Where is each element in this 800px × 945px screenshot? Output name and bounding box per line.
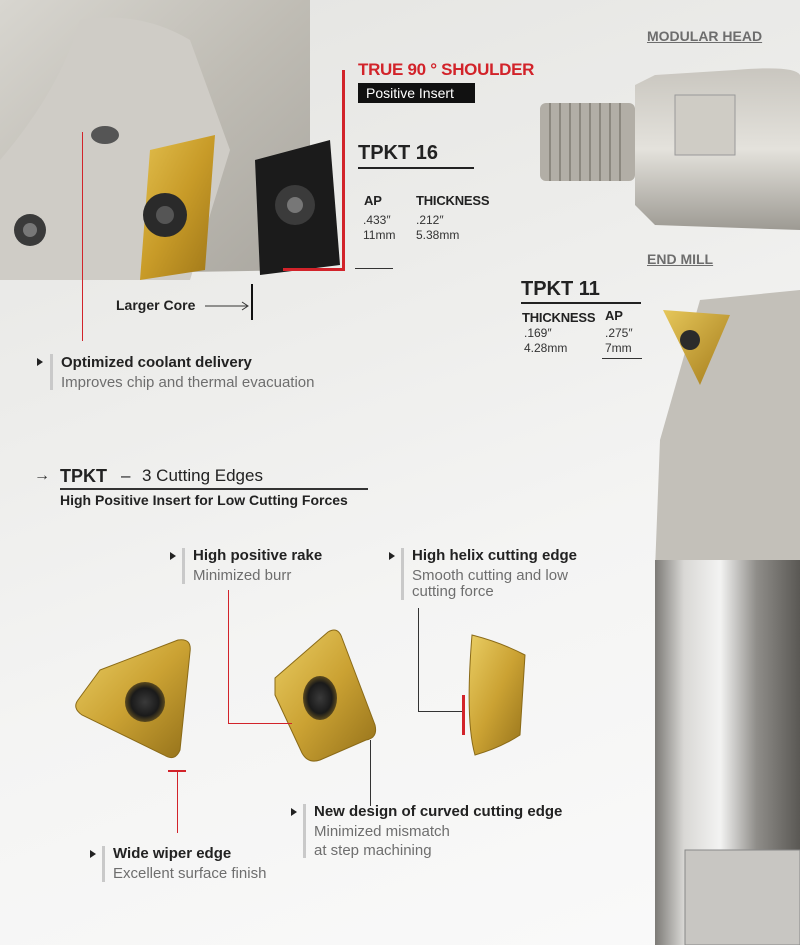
tpkt11-underline [521, 302, 641, 304]
tpkt16-ap-mm: 11mm [363, 228, 396, 242]
shoulder-bracket-horizontal [283, 268, 345, 271]
tpkt11-thickness-mm: 4.28mm [524, 341, 568, 355]
rake-title: High positive rake [193, 547, 323, 564]
coolant-bar [50, 354, 53, 390]
helix-pointer-vertical [418, 608, 419, 712]
positive-insert-badge: Positive Insert [358, 83, 475, 103]
larger-core-marker [251, 284, 253, 320]
tpkt16-thickness-label: THICKNESS [416, 193, 490, 208]
curved-pointer-vertical [370, 740, 371, 806]
tpkt16-ap-inch: .433″ [363, 213, 391, 227]
end-mill-image [655, 290, 800, 945]
wiper-desc: Excellent surface finish [113, 865, 267, 882]
larger-core-label: Larger Core [116, 297, 196, 313]
shoulder-title: TRUE 90 ° SHOULDER [358, 60, 535, 79]
tpkt11-ap-label: AP [605, 308, 623, 323]
tpkt-edges: 3 Cutting Edges [142, 466, 263, 485]
coolant-pointer-vertical [82, 132, 83, 341]
tpkt11-ap-mm: 7mm [605, 341, 632, 355]
rake-pointer-horizontal [228, 723, 292, 724]
tpkt16-underline [358, 167, 474, 169]
tpkt11-title: TPKT 11 [521, 278, 600, 300]
rake-desc: Minimized burr [193, 567, 292, 584]
curved-bar [303, 804, 306, 858]
rake-pointer-vertical [228, 590, 229, 724]
helix-marker [462, 695, 465, 735]
tpkt-subtitle: High Positive Insert for Low Cutting Forces [60, 492, 348, 508]
helix-desc-2: cutting force [412, 583, 494, 600]
tpkt11-thickness-inch: .169″ [524, 326, 552, 340]
curved-desc-2: at step machining [314, 842, 432, 859]
rake-bullet-icon [170, 552, 176, 560]
tpkt16-title: TPKT 16 [358, 142, 439, 164]
larger-core-arrow [205, 301, 255, 311]
tpkt-dash: – [121, 466, 131, 485]
wiper-title: Wide wiper edge [113, 845, 232, 862]
modular-head-image [535, 55, 800, 245]
curved-bullet-icon [291, 808, 297, 816]
tpkt16-ap-label: AP [364, 193, 382, 208]
tpkt-name: TPKT [60, 466, 107, 486]
tpkt16-thickness-inch: .212″ [416, 213, 444, 227]
rake-bar [182, 548, 185, 584]
cutter-body-image [0, 0, 310, 285]
tpkt-underline [60, 488, 368, 490]
tpkt16-thickness-mm: 5.38mm [416, 228, 460, 242]
tpkt16-ap-rule [355, 268, 393, 269]
coolant-title: Optimized coolant delivery [61, 354, 252, 371]
wiper-pointer-vertical [177, 771, 178, 833]
shoulder-bracket-vertical [342, 70, 345, 270]
helix-desc-1: Smooth cutting and low [412, 567, 568, 584]
helix-title: High helix cutting edge [412, 547, 578, 564]
wiper-bar [102, 846, 105, 882]
coolant-bullet-icon [37, 358, 43, 366]
end-mill-label: END MILL [647, 251, 714, 267]
helix-bullet-icon [389, 552, 395, 560]
tpkt-arrow-icon: → [34, 467, 50, 484]
insert-images [70, 590, 540, 780]
helix-pointer-horizontal [418, 711, 463, 712]
modular-head-label: MODULAR HEAD [647, 28, 763, 44]
tpkt11-ap-rule [602, 358, 642, 359]
tpkt11-ap-inch: .275″ [605, 326, 633, 340]
wiper-bullet-icon [90, 850, 96, 858]
tpkt11-thickness-label: THICKNESS [522, 310, 596, 325]
curved-title: New design of curved cutting edge [314, 803, 563, 820]
curved-desc-1: Minimized mismatch [314, 823, 450, 840]
coolant-desc: Improves chip and thermal evacuation [61, 374, 315, 391]
